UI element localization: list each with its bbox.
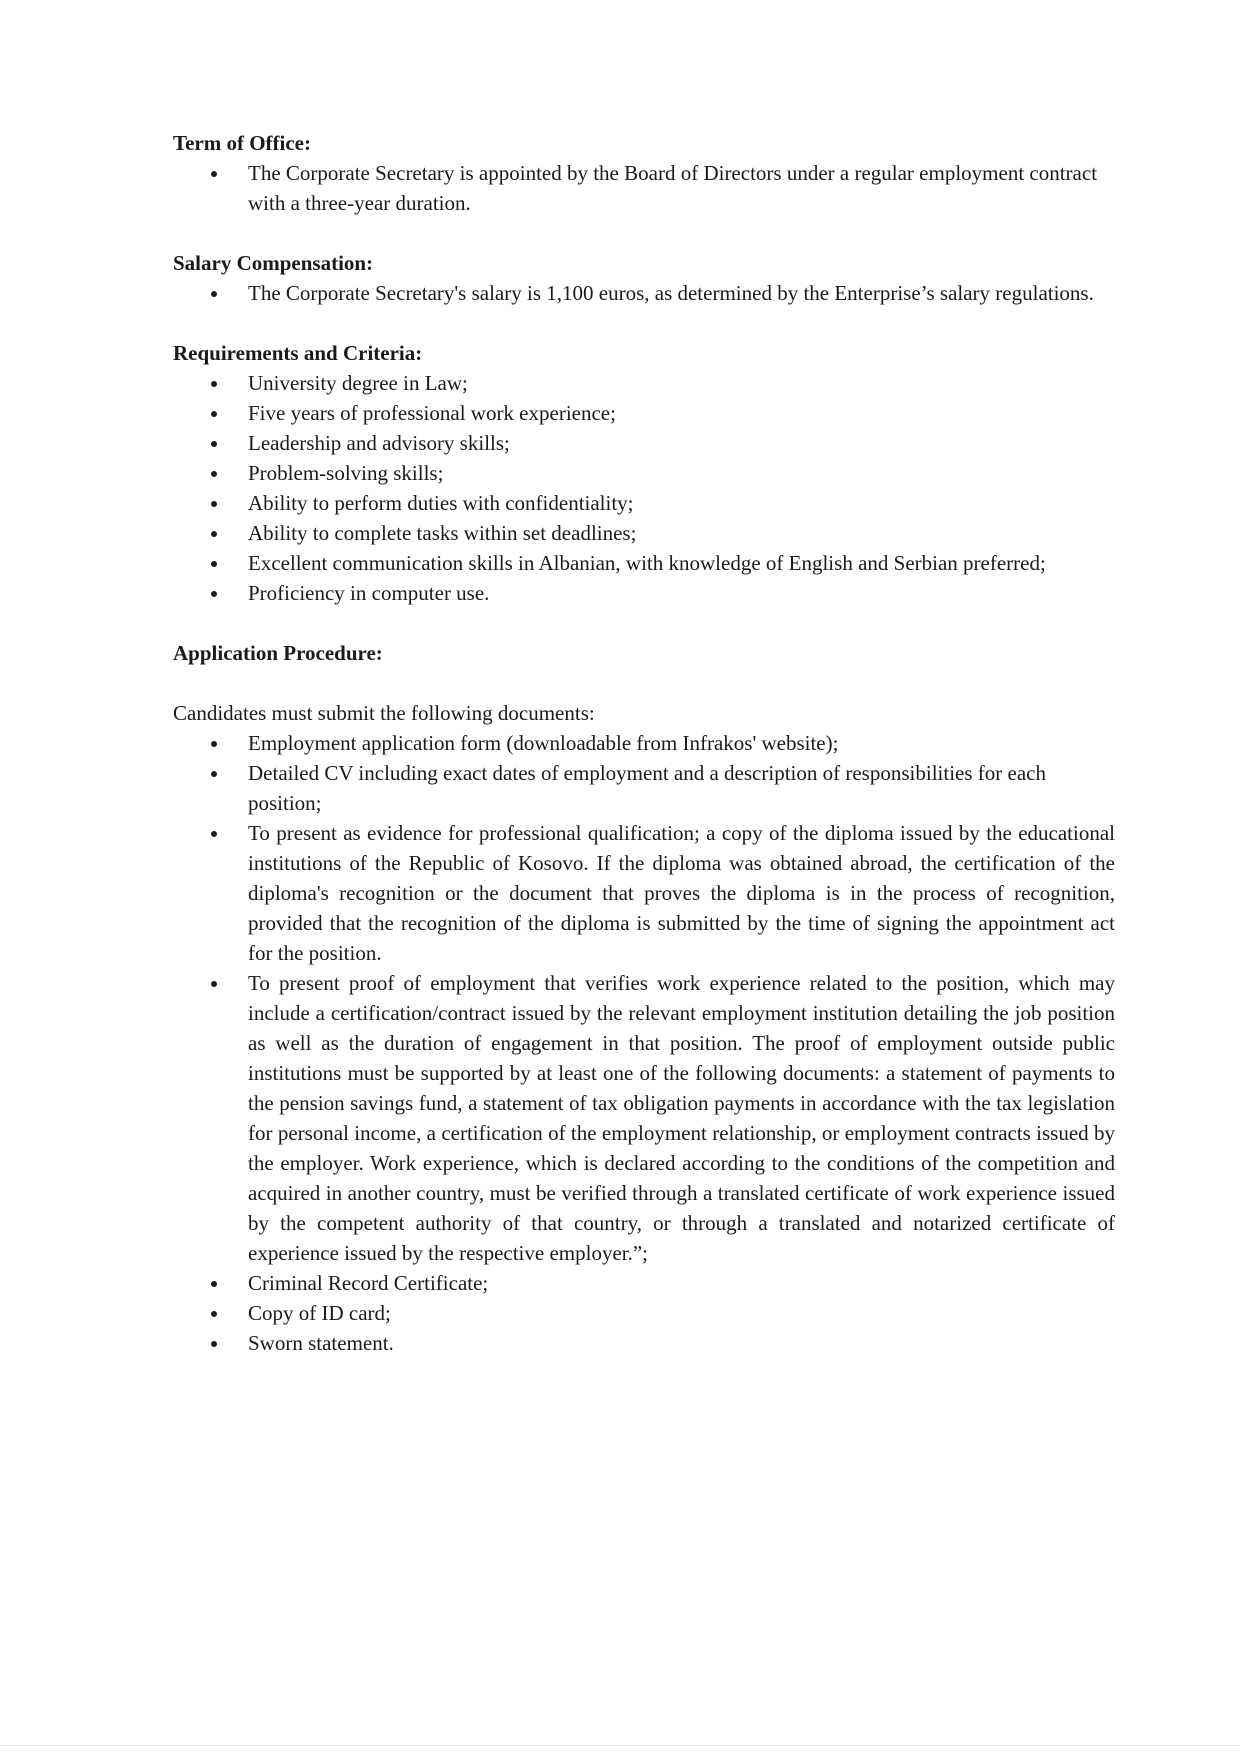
list-item-text: The Corporate Secretary's salary is 1,100 euros, as determined by the Enterprise’s salary regulations.: [248, 281, 1094, 305]
list-item: [173, 548, 1115, 578]
list-item: [173, 458, 1115, 488]
application-intro: Candidates must submit the following documents:: [173, 701, 595, 725]
requirements-list: [173, 368, 1115, 608]
list-item: [173, 1298, 1115, 1328]
bullet-icon: [211, 501, 217, 507]
bullet-icon: [211, 291, 217, 297]
list-item-text: Employment application form (downloadable from Infrakos' website);: [248, 731, 839, 755]
bullet-icon: [211, 561, 217, 567]
application-documents-list: [173, 728, 1115, 1358]
bullet-icon: [211, 381, 217, 387]
term-of-office-list: [173, 158, 1115, 218]
bullet-icon: [211, 771, 217, 777]
bullet-icon: [211, 741, 217, 747]
application-procedure-heading: Application Procedure:: [173, 641, 383, 665]
bullet-icon: [211, 471, 217, 477]
list-item-text: Detailed CV including exact dates of employment and a description of responsibilities for each position;: [248, 761, 1046, 815]
list-item-text: The Corporate Secretary is appointed by the Board of Directors under a regular employment contract with a three-year duration.: [248, 161, 1098, 215]
list-item-text: Five years of professional work experience;: [248, 401, 616, 425]
list-item-text: To present proof of employment that verifies work experience related to the position, which may include a certification/contract issued by the relevant employment institution detailing the job position as well as the duration of engagement in that position. The proof of employment outside public institutions must be supported by at least one of the following documents: a statement of payments to the pension savings fund, a statement of tax obligation payments in accordance with the tax legislation for personal income, a certification of the employment relationship, or employment contracts issued by the employer. Work experience, which is declared according to the conditions of the competition and acquired in another country, must be verified through a translated certificate of work experience issued by the competent authority of that country, or through a translated and notarized certificate of experience issued by the respective employer.”;: [248, 971, 1115, 1265]
bullet-icon: [211, 1311, 217, 1317]
list-item: [173, 968, 1115, 1268]
bullet-icon: [211, 411, 217, 417]
list-item-text: To present as evidence for professional qualification; a copy of the diploma issued by the educational institutions of the Republic of Kosovo. If the diploma was obtained abroad, the certification of the diploma's recognition or the document that proves the diploma is in the process of recognition, provided that the recognition of the diploma is submitted by the time of signing the appointment act for the position.: [248, 821, 1115, 965]
list-item-text: University degree in Law;: [248, 371, 468, 395]
bullet-icon: [211, 441, 217, 447]
list-item: [173, 818, 1115, 968]
list-item-text: Excellent communication skills in Albanian, with knowledge of English and Serbian preferred;: [248, 551, 1046, 575]
bullet-icon: [211, 591, 217, 597]
list-item: [173, 488, 1115, 518]
list-item: [173, 1268, 1115, 1298]
list-item: [173, 428, 1115, 458]
salary-compensation-heading: Salary Compensation:: [173, 251, 374, 275]
bullet-icon: [211, 1281, 217, 1287]
list-item-text: Leadership and advisory skills;: [248, 431, 510, 455]
list-item: [173, 518, 1115, 548]
bullet-icon: [211, 171, 217, 177]
document-body: [173, 128, 1115, 1358]
list-item: [173, 758, 1115, 818]
bullet-icon: [211, 831, 217, 837]
list-item: [173, 368, 1115, 398]
list-item-text: Copy of ID card;: [248, 1301, 391, 1325]
list-item: [173, 158, 1115, 218]
list-item-text: Problem-solving skills;: [248, 461, 444, 485]
page-bottom-edge: [0, 1745, 1240, 1746]
bullet-icon: [211, 981, 217, 987]
list-item: [173, 578, 1115, 608]
list-item-text: Ability to perform duties with confidentiality;: [248, 491, 634, 515]
bullet-icon: [211, 531, 217, 537]
list-item: [173, 1328, 1115, 1358]
list-item-text: Criminal Record Certificate;: [248, 1271, 489, 1295]
list-item: [173, 728, 1115, 758]
list-item-text: Ability to complete tasks within set deadlines;: [248, 521, 637, 545]
term-of-office-heading: Term of Office:: [173, 131, 311, 155]
list-item: [173, 278, 1115, 308]
list-item-text: Sworn statement.: [248, 1331, 394, 1355]
list-item: [173, 398, 1115, 428]
list-item-text: Proficiency in computer use.: [248, 581, 490, 605]
bullet-icon: [211, 1341, 217, 1347]
requirements-heading: Requirements and Criteria:: [173, 341, 423, 365]
salary-compensation-list: [173, 278, 1115, 308]
